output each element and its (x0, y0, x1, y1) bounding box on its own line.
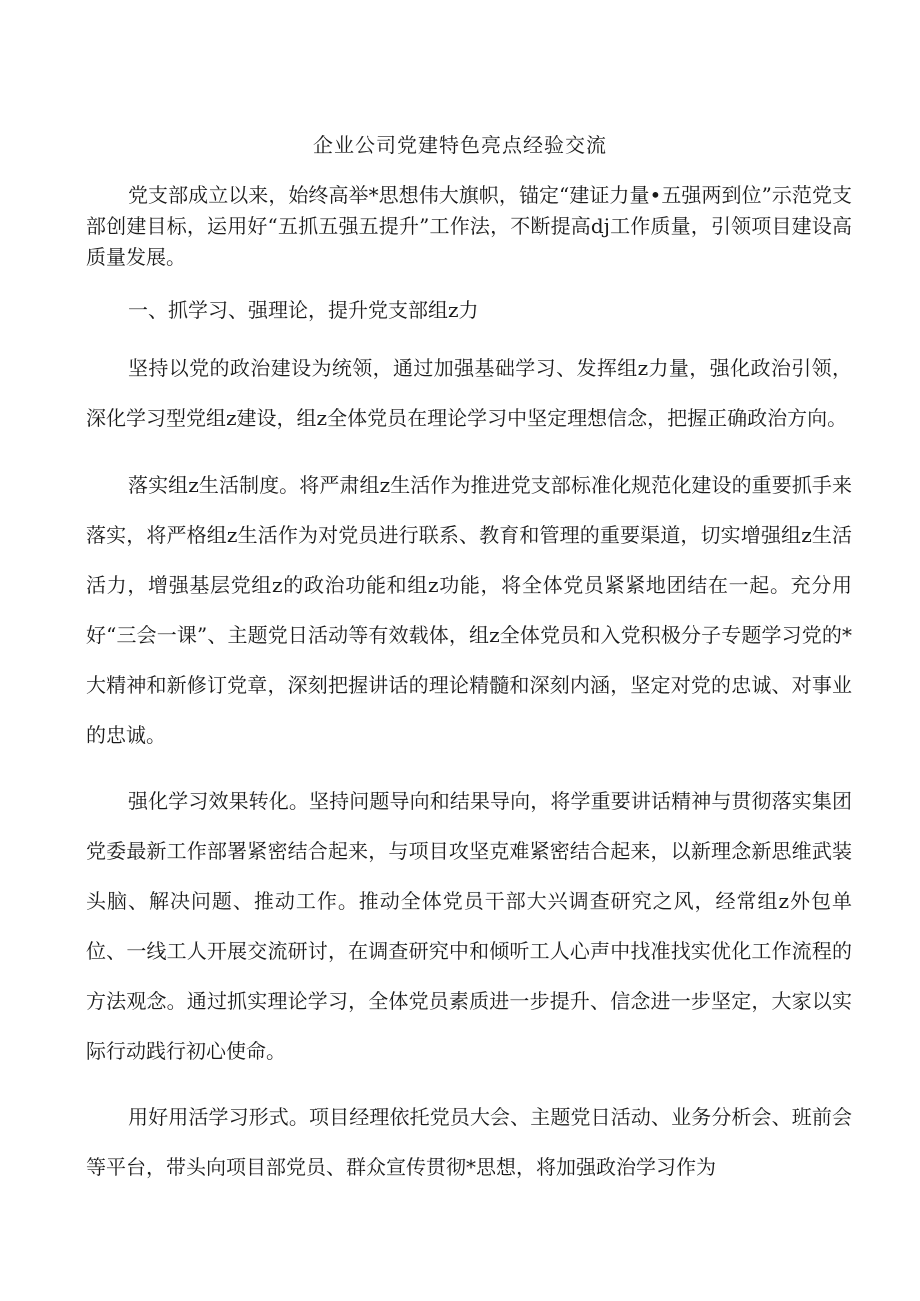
section-heading: 一、抓学习、强理论，提升党支部组z力 (128, 298, 479, 322)
document-body (86, 180, 852, 1192)
intro-paragraph: 党支部成立以来，始终高举*思想伟大旗帜，锚定“建证力量•五强两到位”示范党支部创建目标，运用好“五抓五强五提升”工作法，不断提高dj工作质量，引领项目建设高质量发展。 (86, 183, 852, 269)
document-title: 企业公司党建特色亮点经验交流 (313, 133, 607, 157)
body-paragraph: 坚持以党的政治建设为统领，通过加强基础学习、发挥组z力量，强化政治引领，深化学习型党组z建设，组z全体党员在理论学习中坚定理想信念，把握正确政治方向。 (86, 356, 852, 430)
body-paragraph: 用好用活学习形式。项目经理依托党员大会、主题党日活动、业务分析会、班前会等平台，带头向项目部党员、群众宣传贯彻*思想，将加强政治学习作为 (86, 1105, 852, 1179)
body-paragraph: 落实组z生活制度。将严肃组z生活作为推进党支部标准化规范化建设的重要抓手来落实，将严格组z生活作为对党员进行联系、教育和管理的重要渠道，切实增强组z生活活力，增强基层党组z的政治功能和组z功能，将全体党员紧紧地团结在一起。充分用好“三会一课”、主题党日活动等有效载体，组z全体党员和入党积极分子专题学习党的*大精神和新修订党章，深刻把握讲话的理论精髓和深刻内涵，坚定对党的忠诚、对事业的忠诚。 (86, 473, 852, 747)
body-paragraph: 强化学习效果转化。坚持问题导向和结果导向，将学重要讲话精神与贯彻落实集团党委最新工作部署紧密结合起来，与项目攻坚克难紧密结合起来，以新理念新思维武装头脑、解决问题、推动工作。推动全体党员干部大兴调查研究之风，经常组z外包单位、一线工人开展交流研讨，在调查研究中和倾听工人心声中找准找实优化工作流程的方法观念。通过抓实理论学习，全体党员素质进一步提升、信念进一步坚定，大家以实际行动践行初心使命。 (86, 789, 852, 1063)
